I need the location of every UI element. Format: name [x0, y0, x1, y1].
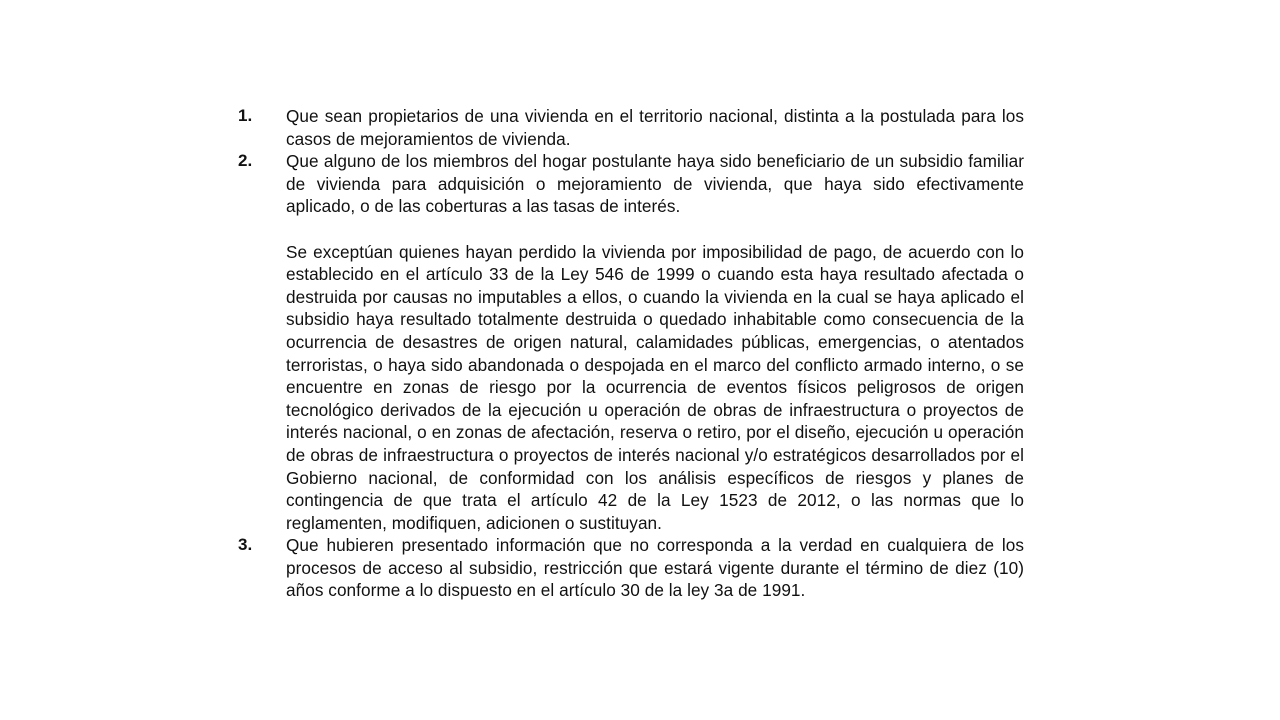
list-item-1 [238, 105, 1024, 150]
exception-paragraph: Se exceptúan quienes hayan perdido la vivienda por imposibilidad de pago, de acuerdo con lo establecido en el artículo 33 de la Ley 546 de 1999 o cuando esta haya resultado afectada o destruida por causas no imputables a ellos, o cuando la vivienda en la cual se haya aplicado el subsidio haya resultado totalmente destruida o quedado inhabitable como consecuencia de la ocurrencia de desastres de origen natural, calamidades públicas, emergencias, o atentados terroristas, o haya sido abandonada o despojada en el marco del conflicto armado interno, o se encuentre en zonas de riesgo por la ocurrencia de eventos físicos peligrosos de origen tecnológico derivados de la ejecución u operación de obras de infraestructura o proyectos de interés nacional, o en zonas de afectación, reserva o retiro, por el diseño, ejecución u operación de obras de infraestructura o proyectos de interés nacional y/o estratégicos desarrollados por el Gobierno nacional, de conformidad con los análisis específicos de riesgos y planes de contingencia de que trata el artículo 42 de la Ley 1523 de 2012, o las normas que lo reglamenten, modifiquen, adicionen o sustituyan. [286, 241, 1024, 533]
list-item-3 [238, 534, 1024, 602]
list-item-number: 1. [238, 106, 253, 125]
list-item-text: Que sean propietarios de una vivienda en el territorio nacional, distinta a la postulada para los casos de mejoramientos de vivienda. [286, 106, 1024, 149]
list-item-text: Que hubieren presentado información que no corresponda a la verdad en cualquiera de los procesos de acceso al subsidio, restricción que estará vigente durante el término de diez (10) años conforme a lo dispuesto en el artículo 30 de la ley 3a de 1991. [286, 535, 1024, 601]
list-item-number: 3. [238, 535, 253, 555]
list-item-2 [238, 150, 1024, 534]
numbered-list [238, 105, 1024, 602]
list-item-number: 2. [238, 151, 253, 171]
list-item-text: Que alguno de los miembros del hogar postulante haya sido beneficiario de un subsidio familiar de vivienda para adquisición o mejoramiento de vivienda, que haya sido efectivamente aplicado, o de las coberturas a las tasas de interés. [286, 151, 1024, 217]
